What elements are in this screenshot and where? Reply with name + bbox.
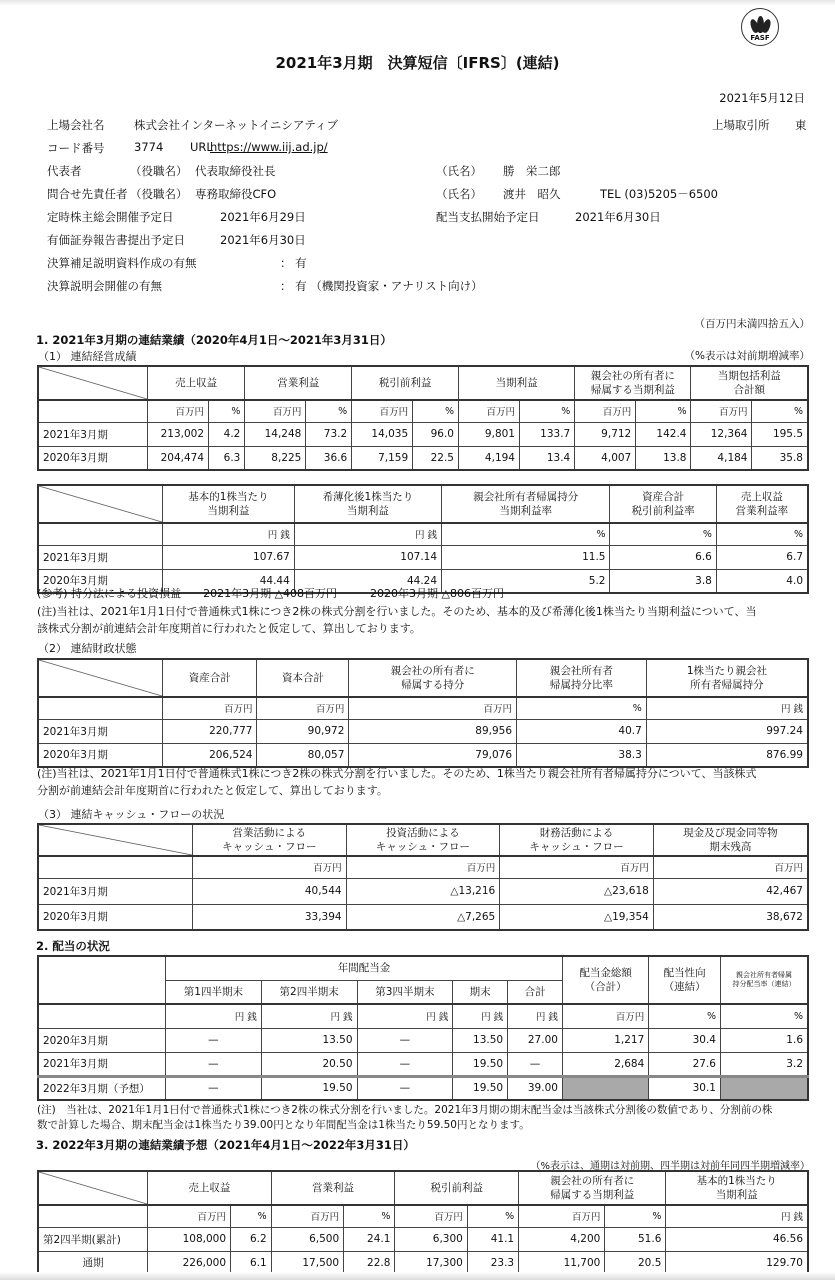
unit-row (38, 697, 808, 719)
dividends-table (37, 955, 809, 1101)
column-header: 1株当たり親会社 所有者帰属持分 (646, 659, 808, 697)
table-value: 38.3 (517, 743, 647, 767)
table-value: — (166, 1052, 262, 1076)
table-value: △19,354 (500, 904, 654, 930)
agm-date: 2021年6月29日 (220, 210, 306, 224)
table-value: — (357, 1028, 453, 1052)
financial-position-table (37, 658, 809, 768)
unit-label: 百万円 (163, 697, 257, 719)
table-value: 35.8 (752, 446, 808, 470)
row-label: 2022年3月期（予想） (38, 1076, 166, 1100)
table-value: 17,500 (271, 1251, 343, 1275)
table-value: 23.3 (467, 1251, 518, 1275)
table-row (38, 446, 808, 470)
table-value: 107.67 (163, 545, 295, 569)
row-label: 2020年3月期 (38, 569, 163, 593)
table-value: 2,684 (562, 1052, 648, 1076)
unit-label: 百万円 (562, 1004, 648, 1028)
table-value: 12,364 (691, 422, 752, 446)
table-value: 20.5 (605, 1251, 666, 1275)
contact-title: 専務取締役CFO (195, 187, 277, 201)
table-value: △7,265 (346, 904, 500, 930)
column-header: 基本的1株当たり 当期利益 (163, 485, 295, 523)
table-row (38, 743, 808, 767)
column-header: 期末 (453, 980, 508, 1004)
table-value: 997.24 (646, 719, 808, 743)
header-row (38, 824, 808, 856)
column-header: 配当性向 （連結） (649, 956, 721, 1004)
forecast-row (38, 1076, 808, 1100)
column-header: 売上収益 (148, 366, 245, 400)
div-start-date: 2021年6月30日 (575, 210, 661, 224)
code-label: コード番号 (47, 141, 105, 155)
column-header: 第2四半期末 (261, 980, 357, 1004)
table-value: 13.50 (453, 1028, 508, 1052)
contact-name: 渡井 昭久 (503, 187, 561, 201)
shaded-empty-cell (721, 1076, 809, 1100)
unit-label: 円 銭 (508, 1004, 563, 1028)
section2-title: 2. 配当の状況 (36, 939, 110, 953)
column-header: 営業活動による キャッシュ・フロー (193, 824, 347, 856)
column-header: 当期包括利益 合計額 (691, 366, 808, 400)
exchange-label: 上場取引所 (712, 118, 770, 132)
table-value: 6.3 (209, 446, 245, 470)
forecast-table (37, 1170, 809, 1276)
row-label-cell (38, 697, 163, 719)
column-header: 資産合計 (163, 659, 257, 697)
logo-text: FASF (750, 34, 770, 42)
contact-name-label: （氏名） (436, 187, 482, 201)
unit-label: 円 銭 (666, 1205, 808, 1227)
table-value: 4,007 (575, 446, 636, 470)
table-value: 204,474 (148, 446, 209, 470)
unit-label: % (467, 1205, 518, 1227)
contact-tel: TEL (03)5205－6500 (600, 187, 718, 201)
report-date-value: 2021年6月30日 (220, 233, 306, 247)
unit-label: 円 銭 (261, 1004, 357, 1028)
table-value: 44.44 (163, 569, 295, 593)
table-value: 4,194 (458, 446, 519, 470)
column-header: 親会社所有者 帰属持分比率 (517, 659, 647, 697)
table-value: 79,076 (349, 743, 517, 767)
table-value: 17,300 (395, 1251, 467, 1275)
unit-label: % (306, 400, 352, 422)
unit-row (38, 400, 808, 422)
table-value: 89,956 (349, 719, 517, 743)
table-value: — (508, 1052, 563, 1076)
table-row (38, 1052, 808, 1076)
table-value: 24.1 (344, 1227, 395, 1251)
url-label: URL (190, 140, 213, 154)
row-label: 通期 (38, 1251, 148, 1275)
table-value: — (357, 1052, 453, 1076)
table-value: 44.24 (294, 569, 441, 593)
listed-name: 株式会社インターネットイニシアティブ (134, 118, 339, 132)
table-value: 36.6 (306, 446, 352, 470)
briefing-label: 決算説明会開催の有無 (47, 279, 162, 293)
table-value: 1.6 (721, 1028, 809, 1052)
row-label-cell (38, 856, 193, 878)
unit-label: % (752, 400, 808, 422)
table-value: 13.4 (519, 446, 574, 470)
table-value: 4,200 (519, 1227, 605, 1251)
unit-label: 百万円 (257, 697, 349, 719)
row-label-cell (38, 1205, 148, 1227)
table-row (38, 545, 808, 569)
table-value: 40,544 (193, 878, 347, 904)
column-header: 売上収益 営業利益率 (716, 485, 808, 523)
unit-label: 円 銭 (294, 523, 441, 545)
header-row (38, 1171, 808, 1205)
fasf-logo (741, 8, 779, 46)
column-header: 税引前利益 (352, 366, 459, 400)
section1-sub2: （2） 連結財政状態 (38, 642, 137, 655)
group-header: 年間配当金 (166, 956, 563, 980)
unit-label: 円 銭 (163, 523, 295, 545)
table-value: 142.4 (636, 422, 691, 446)
row-label: 2021年3月期 (38, 1052, 166, 1076)
rep-name-label: （氏名） (436, 164, 482, 178)
row-label: 2020年3月期 (38, 904, 193, 930)
table-value: 226,000 (148, 1251, 231, 1275)
table-value: 4.2 (209, 422, 245, 446)
listed-name-label: 上場会社名 (47, 118, 105, 132)
unit-label: % (716, 523, 808, 545)
cashflow-table (37, 823, 809, 931)
shaded-empty-cell (562, 1076, 648, 1100)
dividend-note-line1: (注) 当社は、2021年1月1日付で普通株式1株につき2株の株式分割を行いました。2021年3月期の期末配当金は当該株式分割後の数値であり、分割前の株 (37, 1104, 773, 1116)
corner-cell (38, 956, 166, 1004)
unit-label: % (636, 400, 691, 422)
unit-label: 円 銭 (453, 1004, 508, 1028)
section3-title: 3. 2022年3月期の連結業績予想（2021年4月1日～2022年3月31日） (36, 1138, 415, 1152)
table-value: 220,777 (163, 719, 257, 743)
table-value: 5.2 (442, 569, 610, 593)
header-row (38, 659, 808, 697)
table-value: — (166, 1076, 262, 1100)
table-value: 6,300 (395, 1227, 467, 1251)
table-value: 19.50 (453, 1076, 508, 1100)
table-value: 213,002 (148, 422, 209, 446)
diagonal-corner-cell (38, 659, 163, 697)
table-value: 129.70 (666, 1251, 808, 1275)
rep-title-label: （役職名） (130, 164, 188, 178)
table-row (38, 904, 808, 930)
table-value: 7,159 (352, 446, 413, 470)
column-header: 配当金総額 （合計） (562, 956, 648, 1004)
unit-label: 百万円 (193, 856, 347, 878)
diagonal-corner-cell (38, 485, 163, 523)
column-header: 親会社所有者帰属持分 当期利益率 (442, 485, 610, 523)
company-url-link[interactable]: https://www.iij.ad.jp/ (210, 140, 328, 154)
table-value: 6.1 (231, 1251, 272, 1275)
unit-label: 百万円 (458, 400, 519, 422)
table-row (38, 1227, 808, 1251)
header-row-group (38, 956, 808, 980)
row-label-cell (38, 400, 148, 422)
unit-label: % (442, 523, 610, 545)
unit-row (38, 523, 808, 545)
table-value: 46.56 (666, 1227, 808, 1251)
unit-label: % (649, 1004, 721, 1028)
table-value: 8,225 (245, 446, 306, 470)
table-value: 9,801 (458, 422, 519, 446)
table-value: 40.7 (517, 719, 647, 743)
exchange: 東 (795, 118, 807, 132)
table-value: 3.2 (721, 1052, 809, 1076)
note2-line1: (注)当社は、2021年1月1日付で普通株式1株につき2株の株式分割を行いました。そのため、1株当たり親会社所有者帰属持分について、当該株式 (37, 767, 757, 780)
table-value: 11.5 (442, 545, 610, 569)
table-value: 80,057 (257, 743, 349, 767)
supp-label: 決算補足説明資料作成の有無 (47, 256, 197, 270)
table-row (38, 878, 808, 904)
unit-label: % (231, 1205, 272, 1227)
unit-label: 百万円 (500, 856, 654, 878)
column-header: 税引前利益 (395, 1171, 519, 1205)
note1-line2: 該株式分割が前連結会計年度期首に行われたと仮定して、算出しております。 (37, 622, 421, 635)
table-value: 206,524 (163, 743, 257, 767)
header-row (38, 485, 808, 523)
report-date: 2021年5月12日 (719, 91, 805, 105)
table-value: 14,035 (352, 422, 413, 446)
unit-label: % (605, 1205, 666, 1227)
bottom-shade (0, 1272, 835, 1280)
table-value: — (357, 1076, 453, 1100)
unit-row (38, 1004, 808, 1028)
unit-label: 百万円 (575, 400, 636, 422)
rep-title: 代表取締役社長 (195, 164, 276, 178)
unit-label: % (519, 400, 574, 422)
row-label: 2021年3月期 (38, 878, 193, 904)
unit-label: % (721, 1004, 809, 1028)
unit-label: % (610, 523, 716, 545)
table-value: 19.50 (261, 1076, 357, 1100)
row-label: 第2四半期(累計) (38, 1227, 148, 1251)
table-value: △23,618 (500, 878, 654, 904)
row-label: 2021年3月期 (38, 422, 148, 446)
table-value: 1,217 (562, 1028, 648, 1052)
table-row (38, 422, 808, 446)
rounding-note: （百万円未満四捨五入） (694, 318, 810, 330)
unit-row (38, 1205, 808, 1227)
column-header: 投資活動による キャッシュ・フロー (346, 824, 500, 856)
column-header: 親会社の所有者に 帰属する持分 (349, 659, 517, 697)
table-value: 51.6 (605, 1227, 666, 1251)
table-value: 90,972 (257, 719, 349, 743)
unit-label: % (209, 400, 245, 422)
rep-label: 代表者 (47, 164, 82, 178)
table-value: 133.7 (519, 422, 574, 446)
row-label: 2020年3月期 (38, 743, 163, 767)
equity-method-note: (参考) 持分法による投資損益 2021年3月期 △408百万円 2020年3月期 △806百万円 (37, 587, 504, 600)
unit-label: 百万円 (691, 400, 752, 422)
column-header: 資本合計 (257, 659, 349, 697)
table-value: 42,467 (653, 878, 808, 904)
row-label-cell (38, 523, 163, 545)
section3-pct-note: （%表示は、通期は対前期、四半期は対前年同四半期増減率） (530, 1161, 810, 1172)
table-value: 19.50 (453, 1052, 508, 1076)
header-row (38, 366, 808, 400)
table-value: 30.4 (649, 1028, 721, 1052)
column-header: 第3四半期末 (357, 980, 453, 1004)
column-header: 営業利益 (271, 1171, 395, 1205)
table-value: 27.00 (508, 1028, 563, 1052)
section1-sub3: （3） 連結キャッシュ・フローの状況 (38, 808, 225, 821)
unit-label: 円 銭 (357, 1004, 453, 1028)
top-shade (0, 0, 835, 6)
row-label: 2021年3月期 (38, 719, 163, 743)
unit-label: 百万円 (148, 400, 209, 422)
unit-label: 百万円 (148, 1205, 231, 1227)
diagonal-corner-cell (38, 1171, 148, 1205)
column-header: 当期利益 (458, 366, 574, 400)
table-value: 14,248 (245, 422, 306, 446)
note2-line2: 分割が前連結会計年度期首に行われたと仮定して、算出しております。 (37, 784, 388, 797)
unit-label: % (413, 400, 459, 422)
page-title: 2021年3月期 決算短信〔IFRS〕(連結) (275, 54, 560, 72)
unit-label: 百万円 (346, 856, 500, 878)
table-value: 13.50 (261, 1028, 357, 1052)
section1-sub1: （1） 連結経営成績 (38, 350, 137, 363)
table-value: 33,394 (193, 904, 347, 930)
table-value: — (166, 1028, 262, 1052)
table-value: 41.1 (467, 1227, 518, 1251)
row-label: 2021年3月期 (38, 545, 163, 569)
diagonal-corner-cell (38, 366, 148, 400)
column-header: 売上収益 (148, 1171, 272, 1205)
contact-label: 問合せ先責任者 (47, 187, 128, 201)
column-header: 合計 (508, 980, 563, 1004)
table-value: 38,672 (653, 904, 808, 930)
table-value: 22.5 (413, 446, 459, 470)
code: 3774 (134, 140, 164, 154)
column-header: 親会社所有者帰属 持分配当率（連結） (721, 956, 809, 1004)
table-value: △13,216 (346, 878, 500, 904)
column-header: 資産合計 税引前利益率 (610, 485, 716, 523)
rep-name: 勝 栄二郎 (503, 164, 561, 178)
row-label: 2020年3月期 (38, 446, 148, 470)
agm-label: 定時株主総会開催予定日 (47, 210, 174, 224)
table-value: 6,500 (271, 1227, 343, 1251)
unit-label: 円 銭 (166, 1004, 262, 1028)
unit-label: 百万円 (352, 400, 413, 422)
row-label-cell (38, 1004, 166, 1028)
column-header: 親会社の所有者に 帰属する当期利益 (519, 1171, 666, 1205)
operating-results-table (37, 365, 809, 471)
unit-label: 百万円 (349, 697, 517, 719)
table-value: 108,000 (148, 1227, 231, 1251)
table-value: 30.1 (649, 1076, 721, 1100)
column-header: 希薄化後1株当たり 当期利益 (294, 485, 441, 523)
diagonal-corner-cell (38, 824, 193, 856)
column-header: 基本的1株当たり 当期利益 (666, 1171, 808, 1205)
section1-title: 1. 2021年3月期の連結業績（2020年4月1日～2021年3月31日） (36, 333, 392, 347)
dividend-note-line2: 数で計算した場合、期末配当金は1株当たり39.00円となり年間配当金は1株当たり59.50円となります。 (37, 1119, 530, 1131)
column-header: 営業利益 (245, 366, 352, 400)
column-header: 親会社の所有者に 帰属する当期利益 (575, 366, 691, 400)
table-value: 6.2 (231, 1227, 272, 1251)
unit-label: 百万円 (395, 1205, 467, 1227)
table-value: 11,700 (519, 1251, 605, 1275)
table-value: 3.8 (610, 569, 716, 593)
table-row (38, 1028, 808, 1052)
table-value: 39.00 (508, 1076, 563, 1100)
section1-pct-note: （%表示は対前期増減率） (684, 350, 810, 362)
table-value: 96.0 (413, 422, 459, 446)
unit-row (38, 856, 808, 878)
unit-label: % (344, 1205, 395, 1227)
table-value: 876.99 (646, 743, 808, 767)
unit-label: 百万円 (519, 1205, 605, 1227)
table-value: 4.0 (716, 569, 808, 593)
table-value: 27.6 (649, 1052, 721, 1076)
table-value: 13.8 (636, 446, 691, 470)
unit-label: 百万円 (245, 400, 306, 422)
unit-label: 円 銭 (646, 697, 808, 719)
table-value: 4,184 (691, 446, 752, 470)
column-header: 第1四半期末 (166, 980, 262, 1004)
div-start-label: 配当支払開始予定日 (436, 210, 540, 224)
table-row (38, 719, 808, 743)
table-value: 107.14 (294, 545, 441, 569)
supp-value: ： 有 (280, 256, 307, 270)
table-value: 22.8 (344, 1251, 395, 1275)
table-value: 73.2 (306, 422, 352, 446)
table-value: 195.5 (752, 422, 808, 446)
contact-title-label: （役職名） (130, 187, 188, 201)
briefing-value: ： 有 （機関投資家・アナリスト向け） (280, 279, 483, 293)
unit-label: 百万円 (271, 1205, 343, 1227)
table-value: 6.6 (610, 545, 716, 569)
row-label: 2020年3月期 (38, 1028, 166, 1052)
table-value: 20.50 (261, 1052, 357, 1076)
ratios-table (37, 484, 809, 594)
unit-label: % (517, 697, 647, 719)
table-value: 6.7 (716, 545, 808, 569)
table-value: 9,712 (575, 422, 636, 446)
column-header: 現金及び現金同等物 期末残高 (653, 824, 808, 856)
column-header: 財務活動による キャッシュ・フロー (500, 824, 654, 856)
report-label: 有価証券報告書提出予定日 (47, 233, 185, 247)
note1-line1: (注)当社は、2021年1月1日付で普通株式1株につき2株の株式分割を行いました。そのため、基本的及び希薄化後1株当たり当期利益について、当 (37, 605, 757, 618)
unit-label: 百万円 (653, 856, 808, 878)
